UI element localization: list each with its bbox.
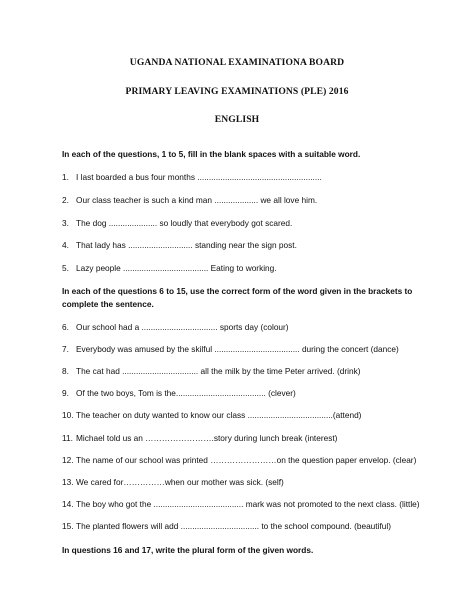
exam-name-title: PRIMARY LEAVING EXAMINATIONS (PLE) 2016 [125,86,349,97]
question-number: 2. [62,195,69,205]
question-text: The boy who got the ....................................... mark was not promoted to the next class. (little) [76,499,420,509]
question-number: 15. [62,521,74,531]
question-number: 11. [62,433,73,443]
question-text: The name of our school was printed ……………………on the question paper envelop. (clear) [76,455,417,465]
question-number: 3. [62,218,69,228]
question-text: The planted flowers will add .................................. to the school compound. (beautiful) [76,521,391,531]
question-text: Of the two boys, Tom is the....................................... (clever) [76,388,296,398]
question-text: Our school had a ................................. sports day (colour) [76,322,289,332]
exam-board-title: UGANDA NATIONAL EXAMINATIONA BOARD [129,57,345,68]
question-text: Everybody was amused by the skilful ..................................... during the concert (dance) [76,344,399,354]
question-text: The cat had ................................. all the milk by the time Peter arrived. (drink) [76,366,361,376]
question-number: 6. [62,322,69,332]
question-text: That lady has ............................ standing near the sign post. [76,240,297,250]
question-text: The dog ..................... so loudly that everybody got scared. [76,218,293,228]
question-number: 10. [62,410,74,420]
question-text: The teacher on duty wanted to know our class .....................................(attend) [76,410,362,420]
question-number: 5. [62,263,69,273]
section-3-instruction: In questions 16 and 17, write the plural form of the given words. [62,545,314,555]
question-text: Lazy people ..................................... Eating to working. [76,263,277,273]
question-number: 13. [62,477,74,487]
question-text: We cared for……………when our mother was sick. (self) [76,477,284,487]
question-number: 9. [62,388,69,398]
question-number: 8. [62,366,69,376]
section-1-instruction: In each of the questions, 1 to 5, fill in the blank spaces with a suitable word. [62,149,361,159]
subject-title: ENGLISH [214,114,260,125]
question-number: 12. [62,455,74,465]
question-number: 1. [62,172,69,182]
section-2-instruction: In each of the questions 6 to 15, use the correct form of the word given in the brackets to complete the sentence. [62,286,413,309]
question-text: I last boarded a bus four months ...................................................... [76,172,322,182]
question-number: 7. [62,344,69,354]
question-number: 14. [62,499,74,509]
question-text: Our class teacher is such a kind man ................... we all love him. [76,195,318,205]
question-text: Michael told us an …………………….story during lunch break (interest) [76,433,338,443]
question-number: 4. [62,240,69,250]
